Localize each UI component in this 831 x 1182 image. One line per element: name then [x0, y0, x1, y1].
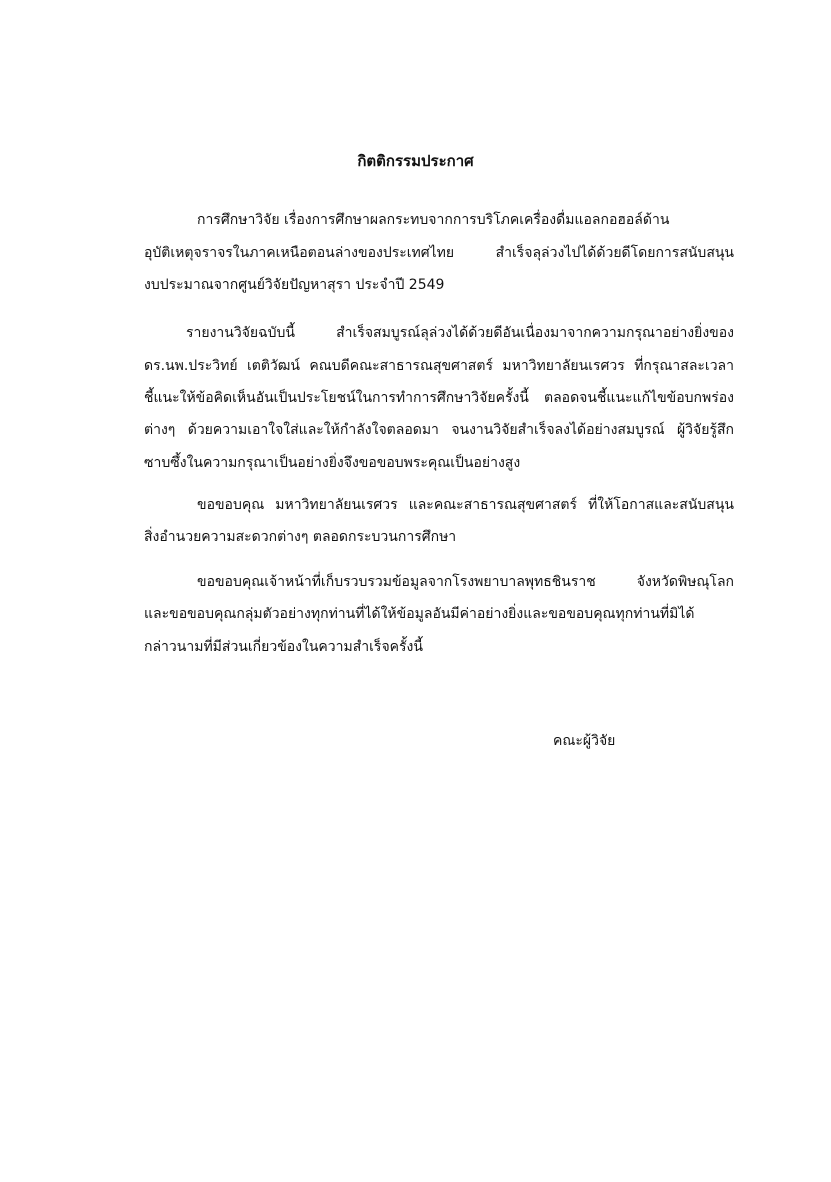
paragraph-2-line-4: ต่างๆ ด้วยความเอาใจใส่และให้กำลังใจตลอดมา จนงานวิจัยสำเร็จลงได้อย่างสมบูรณ์ ผู้วิจัยรู้สึก	[144, 422, 734, 438]
paragraph-2-line-2: ดร.นพ.ประวิทย์ เตติวัฒน์ คณบดีคณะสาธารณสุขศาสตร์ มหาวิทยาลัยนเรศวร ที่กรุณาสละเวลา	[144, 358, 734, 374]
paragraph-4-line-2: และขอขอบคุณกลุ่มตัวอย่างทุกท่านที่ได้ให้ข้อมูลอันมีค่าอย่างยิ่งและขอขอบคุณทุกท่านที่มิได้	[144, 606, 695, 622]
paragraph-3-line-2: สิ่งอำนวยความสะดวกต่างๆ ตลอดกระบวนการศึกษา	[144, 529, 457, 545]
paragraph-3-line-1: ขอขอบคุณ มหาวิทยาลัยนเรศวร และคณะสาธารณสุขศาสตร์ ที่ให้โอกาสและสนับสนุน	[197, 497, 734, 513]
paragraph-1-line-3: งบประมาณจากศูนย์วิจัยปัญหาสุรา ประจำปี 2549	[144, 277, 445, 293]
page-title: กิตติกรรมประกาศ	[357, 152, 474, 170]
paragraph-2-line-3: ชี้แนะให้ข้อคิดเห็นอันเป็นประโยชน์ในการทำการศึกษาวิจัยครั้งนี้ ตลอดจนชี้แนะแก้ไขข้อบกพร่อง	[144, 390, 734, 406]
signature: คณะผู้วิจัย	[553, 733, 616, 749]
paragraph-4-line-3: กล่าวนามที่มีส่วนเกี่ยวข้องในความสำเร็จครั้งนี้	[144, 639, 423, 655]
paragraph-4-line-1: ขอขอบคุณเจ้าหน้าที่เก็บรวบรวมข้อมูลจากโรงพยาบาลพุทธชินราช จังหวัดพิษณุโลก	[197, 574, 734, 590]
paragraph-1-line-1: การศึกษาวิจัย เรื่องการศึกษาผลกระทบจากการบริโภคเครื่องดื่มแอลกอฮอล์ด้าน	[197, 212, 670, 228]
paragraph-2-line-1: รายงานวิจัยฉบับนี้ สำเร็จสมบูรณ์ลุล่วงได้ด้วยดีอันเนื่องมาจากความกรุณาอย่างยิ่งของ	[186, 325, 734, 341]
paragraph-2-line-5: ซาบซึ้งในความกรุณาเป็นอย่างยิ่งจึงขอขอบพระคุณเป็นอย่างสูง	[144, 455, 521, 471]
paragraph-1-line-2: อุบัติเหตุจราจรในภาคเหนือตอนล่างของประเทศไทย สำเร็จลุล่วงไปได้ด้วยดีโดยการสนับสนุน	[144, 245, 734, 261]
